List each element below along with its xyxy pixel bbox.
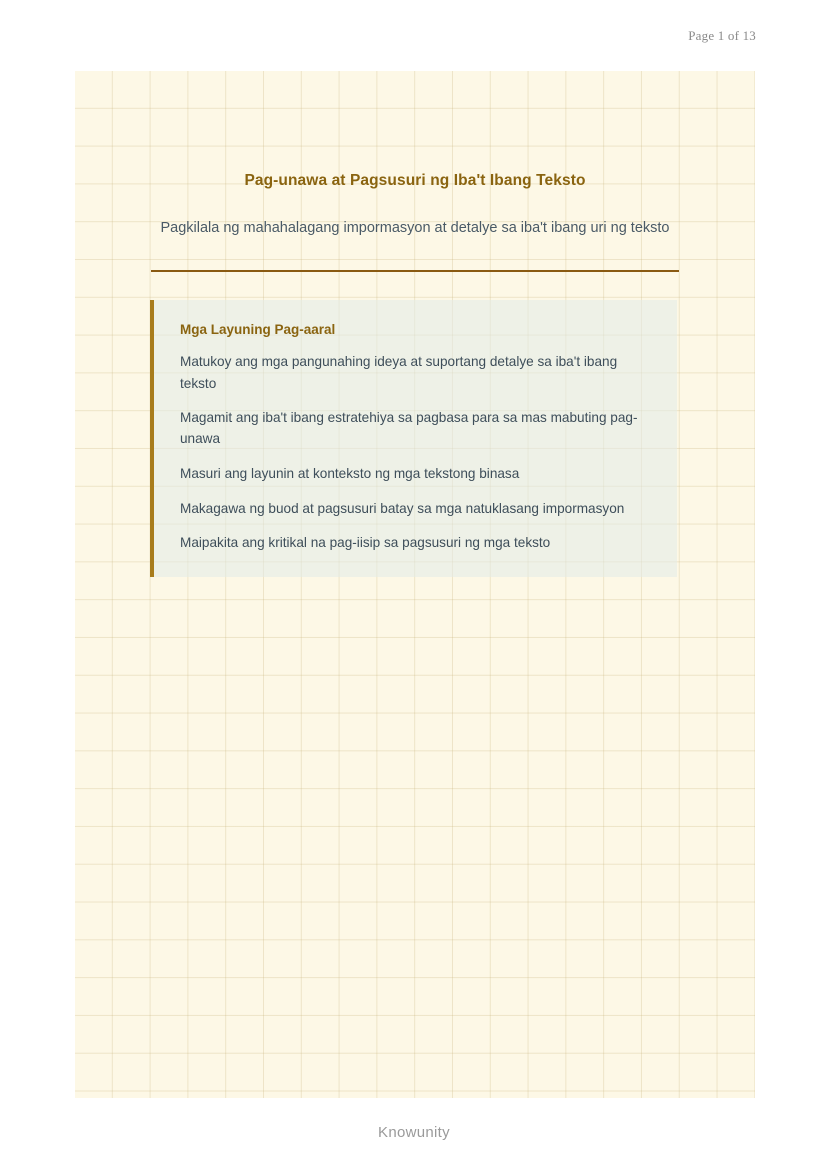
document-page [75,71,755,1098]
learning-objectives-panel [150,300,677,577]
page-subtitle: Pagkilala ng mahahalagang impormasyon at detalye sa iba't ibang uri ng teksto [160,220,670,236]
list-item: Maipakita ang kritikal na pag-iisip sa pagsusuri ng mga teksto [180,535,551,551]
page-title: Pag-unawa at Pagsusuri ng Iba't Ibang Teksto [244,172,586,189]
footer-brand: Knowunity [378,1124,450,1141]
page-indicator: Page 1 of 13 [688,28,756,43]
list-item: Masuri ang layunin at konteksto ng mga tekstong binasa [180,465,520,481]
learning-objectives-heading: Mga Layuning Pag-aaral [180,322,336,338]
list-item: Matukoy ang mga pangunahing ideya at suportang detalye sa iba't ibang teksto [180,354,618,391]
page-content [75,71,755,272]
list-item: Magamit ang iba't ibang estratehiya sa pagbasa para sa mas mabuting pag-unawa [180,410,638,447]
title-divider [151,270,679,272]
list-item: Makagawa ng buod at pagsusuri batay sa mga natuklasang impormasyon [180,500,625,516]
